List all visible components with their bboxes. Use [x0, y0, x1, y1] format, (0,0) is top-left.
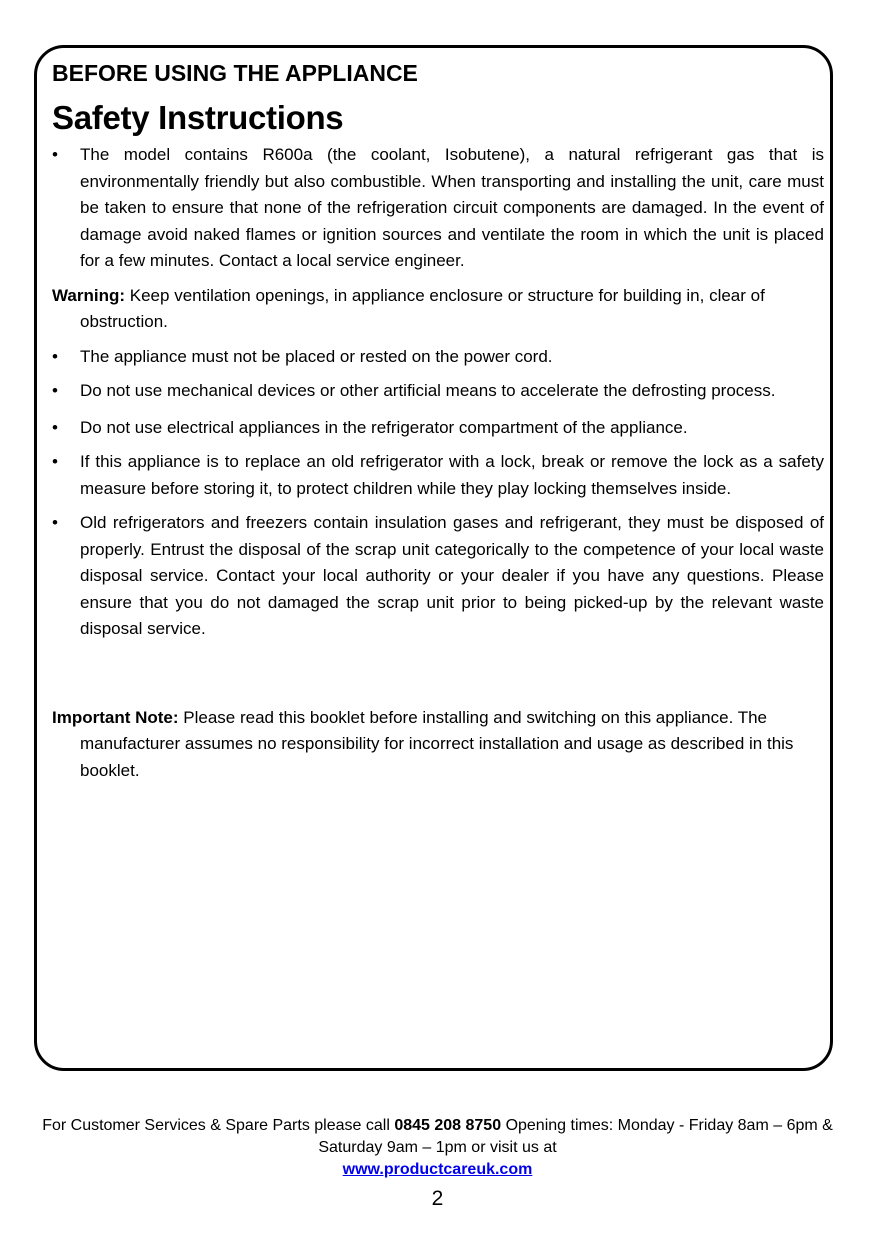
bullet-disposal-text: Old refrigerators and freezers contain insulation gases and refrigerant, they must be disposed of properly. Entrust the disposal of the scrap unit categorically to the competence of your local waste disposal service. Contact your local authority or your dealer if you have any questions. Please ensure that you do not damaged the scrap unit prior to being picked-up by the relevant waste disposal service.	[80, 513, 824, 638]
bullet-icon: •	[52, 417, 58, 437]
bullet-defrosting-text: Do not use mechanical devices or other artificial means to accelerate the defrosting process.	[80, 381, 776, 400]
bullet-electrical	[52, 415, 824, 442]
important-note-text: Please read this booklet before installing and switching on this appliance. The manufacturer assumes no responsibility for incorrect installation and usage as described in this booklet.	[80, 707, 794, 780]
warning-text: Keep ventilation openings, in appliance enclosure or structure for building in, clear of obstruction.	[80, 285, 765, 331]
bullet-icon: •	[52, 381, 58, 400]
bullet-power-cord	[52, 344, 824, 371]
website-link[interactable]: www.productcareuk.com	[342, 1161, 533, 1178]
document-content	[52, 58, 824, 784]
bullet-defrosting	[52, 378, 824, 405]
footer-hours: Opening times: Monday - Friday 8am – 6pm & Saturday 9am – 1pm or visit us at	[318, 1117, 833, 1156]
bullet-refrigerant-text: The model contains R600a (the coolant, Isobutene), a natural refrigerant gas that is environmentally friendly but also combustible. When transporting and installing the unit, care must be taken to ensure that none of the refrigeration circuit components are damaged. In the event of damage avoid naked flames or ignition sources and ventilate the room in which the unit is placed for a few minutes. Contact a local service engineer.	[80, 145, 824, 270]
bullet-icon: •	[52, 145, 58, 164]
warning-label: Warning:	[52, 285, 126, 305]
footer-phone: 0845 208 8750	[394, 1117, 502, 1134]
bullet-icon: •	[52, 452, 58, 471]
page-number: 2	[431, 1187, 444, 1210]
section-heading: BEFORE USING THE APPLIANCE	[52, 60, 418, 86]
footer	[40, 1115, 835, 1181]
footer-prefix: For Customer Services & Spare Parts please call	[42, 1117, 390, 1134]
important-note-label: Important Note:	[52, 707, 179, 727]
bullet-lock-text: If this appliance is to replace an old refrigerator with a lock, break or remove the lock as a safety measure before storing it, to protect children while they play locking themselves inside.	[80, 452, 824, 498]
bullet-icon: •	[52, 513, 58, 532]
bullet-lock	[52, 449, 824, 502]
bullet-power-cord-text: The appliance must not be placed or rested on the power cord.	[80, 346, 553, 366]
bullet-icon: •	[52, 346, 58, 366]
page-title: Safety Instructions	[52, 99, 344, 136]
important-note	[52, 705, 824, 785]
bullet-disposal	[52, 510, 824, 643]
warning-paragraph	[52, 283, 824, 336]
bullet-electrical-text: Do not use electrical appliances in the refrigerator compartment of the appliance.	[80, 417, 688, 437]
bullet-refrigerant	[52, 142, 824, 275]
